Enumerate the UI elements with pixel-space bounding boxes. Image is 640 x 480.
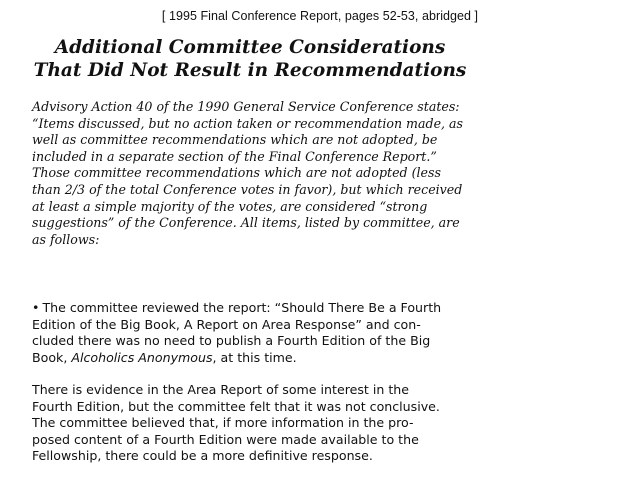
paragraph-line: posed content of a Fourth Edition were made available to the [32, 431, 419, 447]
bullet-paragraph [32, 300, 482, 366]
paragraph-line: There is evidence in the Area Report of some interest in the [32, 382, 410, 397]
paragraph-text: , at this time. [212, 349, 297, 365]
paragraph-text: Book, [32, 349, 68, 365]
paragraph-line: Fourth Edition, but the committee felt that it was not conclusive. [32, 398, 440, 414]
intro-line: Those committee recommendations which are not adopted (less [32, 165, 441, 181]
intro-line: Advisory Action 40 of the 1990 General Service Conference states: [32, 99, 460, 114]
intro-line: suggestions” of the Conference. All items, listed by committee, are [32, 215, 460, 231]
paragraph-text: The committee reviewed the report: “Should There Be a Fourth [42, 300, 442, 315]
page-title [0, 36, 500, 82]
paragraph-line [32, 300, 482, 317]
intro-line: well as committee recommendations which are not adopted, be [32, 132, 438, 148]
intro-line: at least a simple majority of the votes, are considered “strong [32, 198, 428, 214]
bullet-icon: • [32, 300, 40, 315]
title-line-2: That Did Not Result in Recommendations [33, 60, 467, 81]
intro-line: included in a separate section of the Final Conference Report.” [32, 148, 437, 164]
paragraph-line [32, 350, 482, 367]
paragraph-line: The committee believed that, if more information in the pro- [32, 415, 414, 431]
evidence-paragraph [32, 382, 482, 465]
intro-line: “Items discussed, but no action taken or recommendation made, as [32, 115, 464, 131]
intro-line: as follows: [32, 231, 100, 247]
title-line-1: Additional Committee Considerations [54, 37, 446, 58]
paragraph-line: cluded there was no need to publish a Fourth Edition of the Big [32, 333, 431, 349]
paragraph-line: Fellowship, there could be a more definitive response. [32, 448, 373, 464]
book-title: Alcoholics Anonymous [71, 349, 213, 365]
intro-line: than 2/3 of the total Conference votes in favor), but which received [32, 181, 463, 197]
intro-paragraph [32, 99, 482, 248]
source-note: [ 1995 Final Conference Report, pages 52-53, abridged ] [161, 9, 479, 23]
paragraph-line: Edition of the Big Book, A Report on Area Response” and con- [32, 316, 421, 332]
